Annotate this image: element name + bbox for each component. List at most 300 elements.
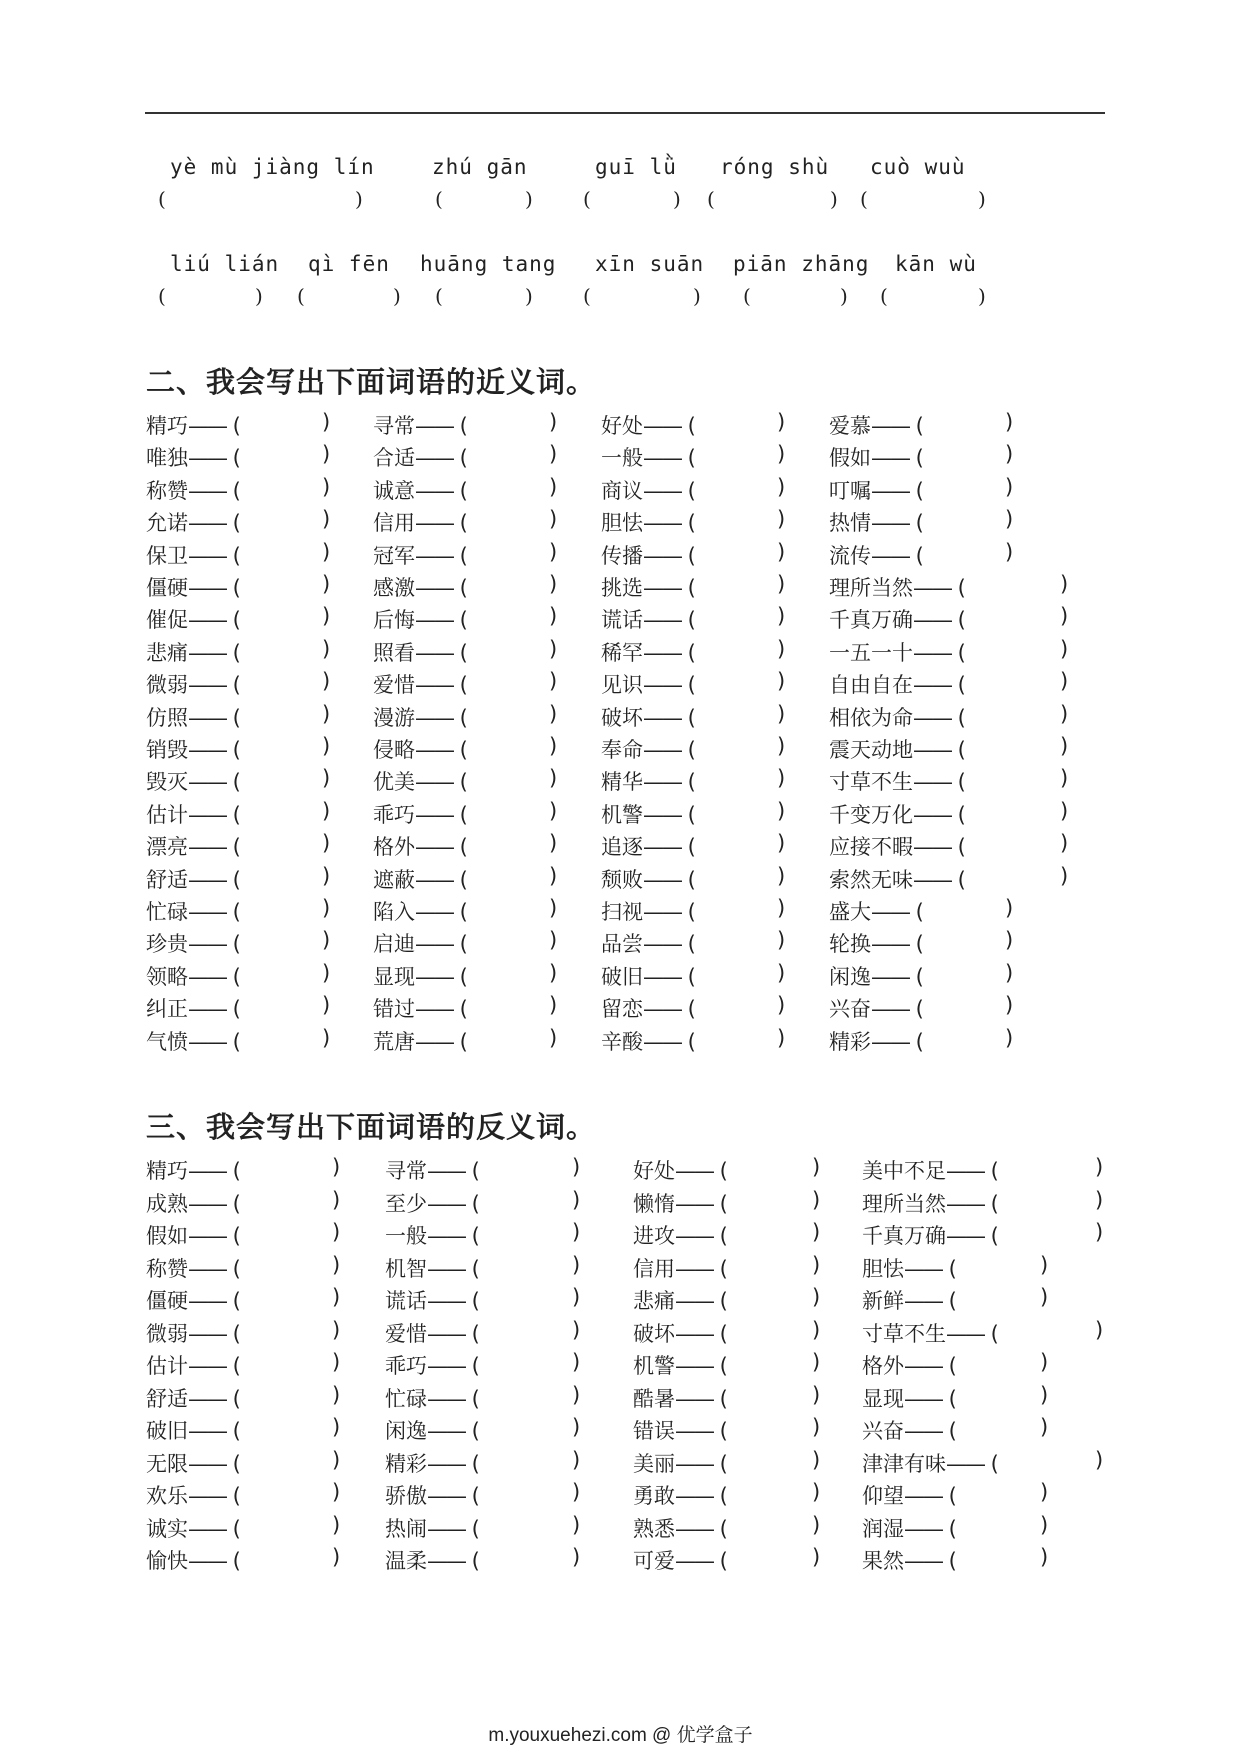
dash: ——	[946, 1191, 984, 1216]
word-item	[829, 637, 966, 667]
answer-blank[interactable]: (	[713, 1224, 728, 1248]
answer-blank[interactable]: (	[226, 1159, 241, 1183]
answer-blank[interactable]: (	[465, 1321, 480, 1346]
answer-blank[interactable]: (	[226, 576, 241, 600]
answer-blank[interactable]: (	[909, 964, 924, 989]
answer-blank[interactable]: (	[465, 1191, 480, 1216]
answer-blank[interactable]: (	[909, 414, 924, 438]
answer-blank[interactable]: (	[226, 1191, 241, 1216]
word-item	[633, 1155, 728, 1185]
answer-blank[interactable]: (	[226, 1354, 241, 1378]
word-row	[0, 442, 1241, 474]
answer-close-paren: )	[549, 734, 558, 758]
word-item	[146, 410, 241, 440]
answer-blank[interactable]: (	[453, 511, 468, 536]
answer-blank[interactable]: (	[681, 867, 696, 892]
answer-close-paren: )	[1040, 1415, 1049, 1439]
word-item	[601, 637, 696, 667]
dash: ——	[871, 1029, 909, 1054]
answer-close-paren: )	[572, 1285, 581, 1309]
blank-open-paren[interactable]: (	[583, 187, 591, 211]
word-item	[373, 928, 468, 958]
answer-blank[interactable]: (	[453, 867, 468, 892]
answer-blank[interactable]: (	[226, 1289, 241, 1313]
answer-close-paren: )	[1060, 604, 1069, 629]
answer-close-paren: )	[332, 1545, 341, 1569]
answer-blank[interactable]: (	[909, 478, 924, 503]
word-item	[633, 1448, 728, 1478]
word-item	[601, 896, 696, 926]
blank-open-paren[interactable]: (	[707, 187, 715, 211]
answer-close-paren: )	[1040, 1285, 1049, 1309]
answer-blank[interactable]: (	[713, 1289, 728, 1313]
word-text: 留恋	[601, 997, 643, 1022]
answer-close-paren: )	[572, 1155, 581, 1179]
answer-blank[interactable]: (	[713, 1484, 728, 1508]
answer-close-paren: )	[322, 410, 331, 434]
answer-blank[interactable]: (	[226, 770, 241, 795]
answer-blank[interactable]: (	[713, 1159, 728, 1183]
word-item	[601, 540, 696, 570]
answer-blank[interactable]: (	[226, 964, 241, 989]
word-item	[146, 1480, 241, 1510]
word-text: 热闹	[385, 1516, 427, 1541]
answer-close-paren: )	[777, 831, 786, 856]
answer-close-paren: )	[812, 1285, 821, 1309]
answer-blank[interactable]: (	[984, 1224, 999, 1248]
word-item	[862, 1318, 999, 1348]
answer-close-paren: )	[322, 960, 331, 985]
answer-blank[interactable]: (	[681, 932, 696, 957]
answer-blank[interactable]: (	[681, 543, 696, 568]
word-item	[862, 1155, 999, 1185]
dash: ——	[427, 1289, 465, 1313]
pinyin-text: guī lǜ	[595, 155, 677, 179]
word-item	[862, 1285, 957, 1315]
answer-blank[interactable]: (	[713, 1191, 728, 1216]
word-text: 催促	[146, 608, 188, 633]
answer-blank[interactable]: (	[226, 738, 241, 762]
answer-blank[interactable]: (	[453, 608, 468, 633]
word-text: 美中不足	[862, 1159, 946, 1183]
answer-blank[interactable]: (	[951, 867, 966, 892]
answer-blank[interactable]: (	[226, 997, 241, 1022]
answer-blank[interactable]: (	[453, 932, 468, 957]
word-text: 扫视	[601, 900, 643, 924]
answer-close-paren: )	[572, 1512, 581, 1537]
answer-close-paren: )	[777, 960, 786, 985]
answer-blank[interactable]: (	[984, 1159, 999, 1183]
answer-blank[interactable]: (	[226, 1224, 241, 1248]
word-item	[633, 1350, 728, 1380]
answer-close-paren: )	[812, 1252, 821, 1277]
answer-blank[interactable]: (	[681, 608, 696, 633]
answer-blank[interactable]: (	[942, 1386, 957, 1411]
answer-blank[interactable]: (	[713, 1516, 728, 1541]
answer-blank[interactable]: (	[713, 1256, 728, 1281]
answer-blank[interactable]: (	[226, 511, 241, 536]
answer-blank[interactable]: (	[226, 932, 241, 957]
blank-open-paren[interactable]: (	[158, 187, 166, 211]
dash: ——	[871, 543, 909, 568]
answer-blank[interactable]: (	[951, 640, 966, 665]
answer-blank[interactable]: (	[453, 964, 468, 989]
dash: ——	[188, 997, 226, 1022]
word-text: 一般	[385, 1224, 427, 1248]
answer-blank[interactable]: (	[465, 1549, 480, 1573]
answer-blank[interactable]: (	[951, 608, 966, 633]
answer-blank[interactable]: (	[226, 543, 241, 568]
answer-close-paren: )	[1040, 1512, 1049, 1537]
blank-open-paren[interactable]: (	[743, 284, 751, 308]
word-item	[829, 507, 924, 537]
answer-close-paren: )	[322, 636, 331, 661]
answer-close-paren: )	[549, 798, 558, 823]
answer-blank[interactable]: (	[465, 1484, 480, 1508]
answer-blank[interactable]: (	[453, 673, 468, 698]
answer-close-paren: )	[572, 1447, 581, 1472]
answer-blank[interactable]: (	[681, 640, 696, 665]
answer-blank[interactable]: (	[453, 900, 468, 924]
dash: ——	[427, 1516, 465, 1541]
answer-blank[interactable]: (	[226, 414, 241, 438]
answer-blank[interactable]: (	[226, 705, 241, 730]
answer-blank[interactable]: (	[681, 738, 696, 762]
answer-blank[interactable]: (	[453, 997, 468, 1022]
answer-blank[interactable]: (	[681, 900, 696, 924]
dash: ——	[675, 1224, 713, 1248]
dash: ——	[913, 705, 951, 730]
word-text: 估计	[146, 802, 188, 827]
pinyin-text: piān zhāng	[733, 252, 870, 276]
answer-blank[interactable]: (	[713, 1549, 728, 1573]
word-row	[0, 831, 1241, 863]
dash: ——	[643, 446, 681, 471]
word-text: 乖巧	[373, 802, 415, 827]
word-text: 精彩	[829, 1029, 871, 1054]
word-item	[146, 572, 241, 602]
answer-blank[interactable]: (	[453, 478, 468, 503]
answer-blank[interactable]: (	[226, 802, 241, 827]
word-item	[146, 475, 241, 505]
word-text: 后悔	[373, 608, 415, 633]
answer-blank[interactable]: (	[681, 705, 696, 730]
dash: ——	[427, 1224, 465, 1248]
blank-open-paren[interactable]: (	[435, 284, 443, 308]
answer-blank[interactable]: (	[453, 576, 468, 600]
answer-blank[interactable]: (	[942, 1354, 957, 1378]
word-item	[862, 1253, 957, 1283]
answer-close-paren: )	[812, 1480, 821, 1504]
answer-blank[interactable]: (	[951, 770, 966, 795]
blank-open-paren[interactable]: (	[435, 187, 443, 211]
pinyin-text: róng shù	[720, 155, 830, 179]
word-text: 破旧	[146, 1419, 188, 1443]
dash: ——	[188, 900, 226, 924]
answer-blank[interactable]: (	[713, 1419, 728, 1443]
word-item	[601, 669, 696, 699]
answer-close-paren: )	[549, 993, 558, 1018]
answer-blank[interactable]: (	[942, 1484, 957, 1508]
dash: ——	[188, 835, 226, 860]
answer-close-paren: )	[549, 604, 558, 629]
word-text: 漫游	[373, 705, 415, 730]
top-rule	[145, 112, 1105, 114]
answer-blank[interactable]: (	[226, 673, 241, 698]
dash: ——	[904, 1386, 942, 1411]
dash: ——	[415, 608, 453, 633]
answer-blank[interactable]: (	[681, 770, 696, 795]
answer-blank[interactable]: (	[226, 1029, 241, 1054]
word-row	[0, 734, 1241, 766]
answer-blank[interactable]: (	[465, 1256, 480, 1281]
dash: ——	[427, 1321, 465, 1346]
answer-close-paren: )	[812, 1415, 821, 1439]
word-text: 唯独	[146, 446, 188, 471]
answer-blank[interactable]: (	[453, 770, 468, 795]
blank-open-paren[interactable]: (	[297, 284, 305, 308]
answer-blank[interactable]: (	[453, 640, 468, 665]
word-text: 一五一十	[829, 640, 913, 665]
answer-blank[interactable]: (	[681, 835, 696, 860]
word-text: 微弱	[146, 1321, 188, 1346]
answer-blank[interactable]: (	[681, 414, 696, 438]
word-text: 显现	[373, 964, 415, 989]
answer-blank[interactable]: (	[226, 1321, 241, 1346]
dash: ——	[904, 1549, 942, 1573]
dash: ——	[427, 1386, 465, 1411]
answer-close-paren: )	[322, 863, 331, 888]
answer-blank[interactable]: (	[465, 1419, 480, 1443]
answer-close-paren: )	[572, 1187, 581, 1212]
answer-blank[interactable]: (	[942, 1549, 957, 1573]
answer-blank[interactable]: (	[942, 1419, 957, 1443]
answer-blank[interactable]: (	[942, 1256, 957, 1281]
answer-close-paren: )	[777, 636, 786, 661]
word-row	[0, 702, 1241, 734]
answer-blank[interactable]: (	[226, 1386, 241, 1411]
dash: ——	[427, 1354, 465, 1378]
answer-blank[interactable]: (	[681, 511, 696, 536]
answer-close-paren: )	[812, 1317, 821, 1342]
answer-blank[interactable]: (	[465, 1386, 480, 1411]
dash: ——	[188, 1289, 226, 1313]
answer-blank[interactable]: (	[713, 1451, 728, 1476]
answer-blank[interactable]: (	[951, 802, 966, 827]
answer-blank[interactable]: (	[951, 705, 966, 730]
answer-close-paren: )	[322, 831, 331, 856]
answer-blank[interactable]: (	[453, 738, 468, 762]
answer-blank[interactable]: (	[942, 1516, 957, 1541]
answer-close-paren: )	[777, 766, 786, 791]
blank-open-paren[interactable]: (	[158, 284, 166, 308]
answer-blank[interactable]: (	[465, 1159, 480, 1183]
answer-blank[interactable]: (	[909, 932, 924, 957]
answer-blank[interactable]: (	[453, 543, 468, 568]
answer-blank[interactable]: (	[226, 900, 241, 924]
word-text: 忙碌	[385, 1386, 427, 1411]
answer-blank[interactable]: (	[453, 446, 468, 471]
answer-blank[interactable]: (	[226, 1419, 241, 1443]
answer-close-paren: )	[549, 539, 558, 564]
answer-close-paren: )	[777, 928, 786, 953]
answer-blank[interactable]: (	[681, 576, 696, 600]
answer-close-paren: )	[777, 1025, 786, 1050]
answer-blank[interactable]: (	[713, 1321, 728, 1346]
word-text: 冠军	[373, 543, 415, 568]
answer-close-paren: )	[572, 1220, 581, 1244]
dash: ——	[415, 705, 453, 730]
answer-blank[interactable]: (	[713, 1386, 728, 1411]
answer-blank[interactable]: (	[984, 1451, 999, 1476]
answer-blank[interactable]: (	[453, 835, 468, 860]
word-text: 索然无味	[829, 867, 913, 892]
answer-blank[interactable]: (	[942, 1289, 957, 1313]
answer-blank[interactable]: (	[681, 446, 696, 471]
answer-close-paren: )	[549, 1025, 558, 1050]
word-text: 保卫	[146, 543, 188, 568]
answer-blank[interactable]: (	[465, 1451, 480, 1476]
word-text: 爱惜	[373, 673, 415, 698]
word-text: 理所当然	[829, 576, 913, 600]
word-item	[633, 1415, 728, 1445]
answer-blank[interactable]: (	[226, 1256, 241, 1281]
answer-blank[interactable]: (	[226, 1484, 241, 1508]
answer-blank[interactable]: (	[984, 1191, 999, 1216]
dash: ——	[188, 802, 226, 827]
answer-close-paren: )	[777, 734, 786, 758]
word-text: 感激	[373, 576, 415, 600]
answer-blank[interactable]: (	[453, 802, 468, 827]
answer-blank[interactable]: (	[909, 446, 924, 471]
answer-close-paren: )	[1005, 442, 1014, 467]
answer-blank[interactable]: (	[951, 738, 966, 762]
answer-close-paren: )	[1060, 572, 1069, 596]
blank-close-paren: )	[355, 187, 363, 211]
answer-blank[interactable]: (	[453, 705, 468, 730]
answer-close-paren: )	[332, 1285, 341, 1309]
answer-blank[interactable]: (	[226, 1516, 241, 1541]
answer-blank[interactable]: (	[453, 1029, 468, 1054]
answer-close-paren: )	[1005, 928, 1014, 953]
word-item	[373, 993, 468, 1023]
word-item	[373, 604, 468, 634]
dash: ——	[904, 1516, 942, 1541]
word-text: 润湿	[862, 1516, 904, 1541]
dash: ——	[415, 673, 453, 698]
word-text: 谎话	[601, 608, 643, 633]
answer-blank[interactable]: (	[909, 997, 924, 1022]
answer-blank[interactable]: (	[681, 802, 696, 827]
word-item	[146, 1285, 241, 1315]
blank-open-paren[interactable]: (	[880, 284, 888, 308]
dash: ——	[188, 705, 226, 730]
answer-blank[interactable]: (	[453, 414, 468, 438]
word-text: 乖巧	[385, 1354, 427, 1378]
word-text: 僵硬	[146, 1289, 188, 1313]
answer-blank[interactable]: (	[226, 835, 241, 860]
word-text: 精巧	[146, 414, 188, 438]
answer-close-paren: )	[332, 1350, 341, 1374]
word-item	[385, 1188, 480, 1218]
dash: ——	[675, 1386, 713, 1411]
answer-blank[interactable]: (	[951, 576, 966, 600]
dash: ——	[913, 576, 951, 600]
dash: ——	[188, 414, 226, 438]
word-item	[146, 799, 241, 829]
blank-close-paren: )	[830, 187, 838, 211]
dash: ——	[188, 932, 226, 957]
answer-close-paren: )	[549, 896, 558, 920]
blank-close-paren: )	[673, 187, 681, 211]
dash: ——	[415, 1029, 453, 1054]
answer-blank[interactable]: (	[226, 640, 241, 665]
answer-blank[interactable]: (	[465, 1224, 480, 1248]
answer-blank[interactable]: (	[226, 446, 241, 471]
answer-close-paren: )	[1060, 701, 1069, 726]
answer-blank[interactable]: (	[226, 1451, 241, 1476]
answer-blank[interactable]: (	[951, 835, 966, 860]
answer-blank[interactable]: (	[226, 608, 241, 633]
answer-close-paren: )	[1005, 960, 1014, 985]
word-row	[0, 1220, 1241, 1252]
dash: ——	[188, 640, 226, 665]
answer-blank[interactable]: (	[226, 1549, 241, 1573]
answer-blank[interactable]: (	[681, 673, 696, 698]
blank-open-paren[interactable]: (	[583, 284, 591, 308]
answer-blank[interactable]: (	[909, 511, 924, 536]
word-row	[0, 928, 1241, 960]
word-text: 无限	[146, 1451, 188, 1476]
word-row	[0, 1448, 1241, 1480]
answer-close-paren: )	[812, 1382, 821, 1407]
answer-close-paren: )	[322, 928, 331, 953]
answer-blank[interactable]: (	[465, 1289, 480, 1313]
answer-blank[interactable]: (	[681, 997, 696, 1022]
word-text: 错误	[633, 1419, 675, 1443]
dash: ——	[427, 1159, 465, 1183]
answer-blank[interactable]: (	[465, 1354, 480, 1378]
word-row	[0, 961, 1241, 993]
answer-blank[interactable]: (	[465, 1516, 480, 1541]
answer-blank[interactable]: (	[681, 964, 696, 989]
answer-close-paren: )	[1005, 539, 1014, 564]
word-text: 千变万化	[829, 802, 913, 827]
dash: ——	[643, 478, 681, 503]
answer-blank[interactable]: (	[226, 867, 241, 892]
answer-close-paren: )	[549, 831, 558, 856]
dash: ——	[188, 1224, 226, 1248]
answer-blank[interactable]: (	[909, 543, 924, 568]
answer-blank[interactable]: (	[951, 673, 966, 698]
word-item	[373, 475, 468, 505]
answer-close-paren: )	[322, 734, 331, 758]
answer-blank[interactable]: (	[909, 900, 924, 924]
word-row	[0, 540, 1241, 572]
answer-blank[interactable]: (	[984, 1321, 999, 1346]
word-item	[146, 1253, 241, 1283]
answer-blank[interactable]: (	[681, 1029, 696, 1054]
answer-close-paren: )	[1060, 636, 1069, 661]
pinyin-text: qì fēn	[308, 252, 390, 276]
answer-blank[interactable]: (	[681, 478, 696, 503]
answer-blank[interactable]: (	[226, 478, 241, 503]
blank-open-paren[interactable]: (	[860, 187, 868, 211]
word-item	[146, 1350, 241, 1380]
answer-blank[interactable]: (	[909, 1029, 924, 1054]
answer-blank[interactable]: (	[713, 1354, 728, 1378]
word-item	[829, 799, 966, 829]
